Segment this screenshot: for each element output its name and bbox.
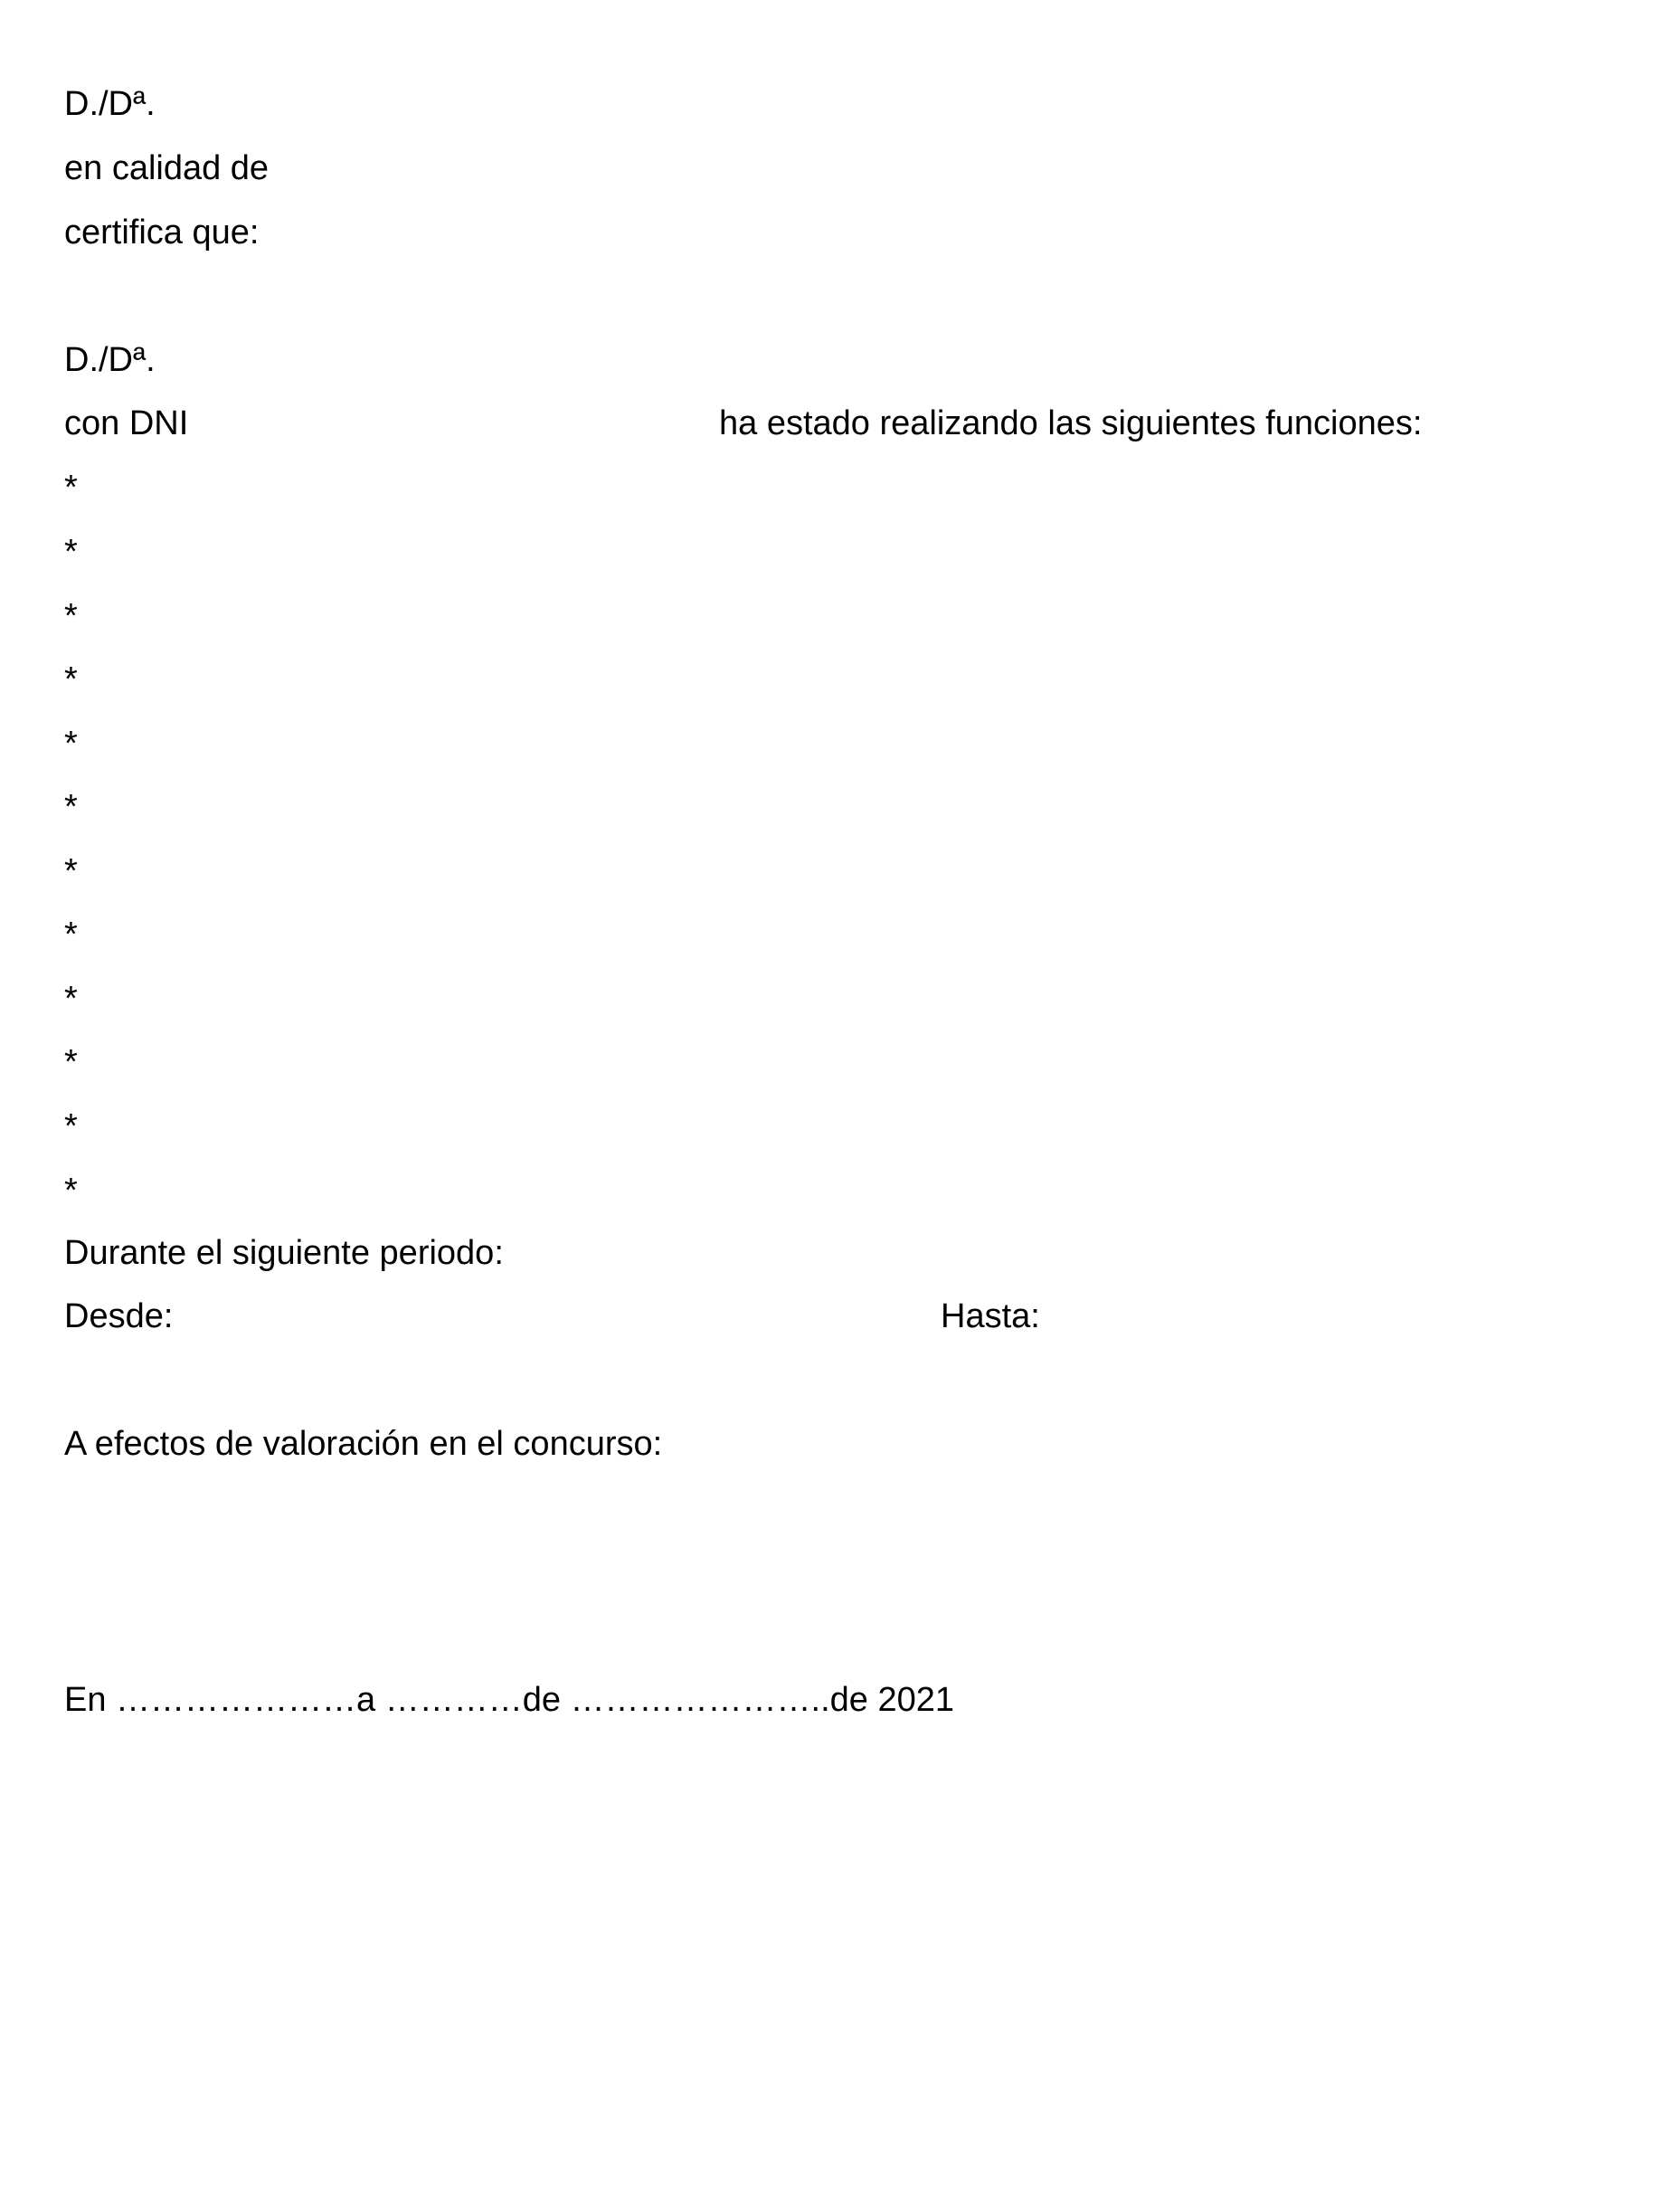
function-bullet: * — [64, 597, 78, 635]
function-bullet: * — [64, 1107, 78, 1145]
signature-place-date-line: En …………………a …………de …………………..de 2021 — [64, 1681, 955, 1719]
period-from-label: Desde: — [64, 1297, 174, 1335]
certifier-name-label: D./Dª. — [64, 85, 156, 123]
purpose-label: A efectos de valoración en el concurso: — [64, 1425, 663, 1463]
function-bullet: * — [64, 916, 78, 954]
subject-name-label: D./Dª. — [64, 341, 156, 379]
certifies-label: certifica que: — [64, 214, 260, 252]
function-bullet: * — [64, 788, 78, 826]
period-label: Durante el siguiente periodo: — [64, 1234, 504, 1272]
subject-dni-label: con DNI — [64, 404, 189, 442]
functions-intro-label: ha estado realizando las siguientes funciones: — [719, 404, 1423, 442]
function-bullet: * — [64, 852, 78, 890]
function-bullet: * — [64, 725, 78, 763]
period-to-label: Hasta: — [941, 1297, 1040, 1335]
function-bullet: * — [64, 660, 78, 698]
function-bullet: * — [64, 980, 78, 1018]
function-bullet: * — [64, 1043, 78, 1081]
function-bullet: * — [64, 533, 78, 571]
function-bullet: * — [64, 1172, 78, 1210]
certifier-role-label: en calidad de — [64, 149, 270, 187]
function-bullet: * — [64, 469, 78, 507]
